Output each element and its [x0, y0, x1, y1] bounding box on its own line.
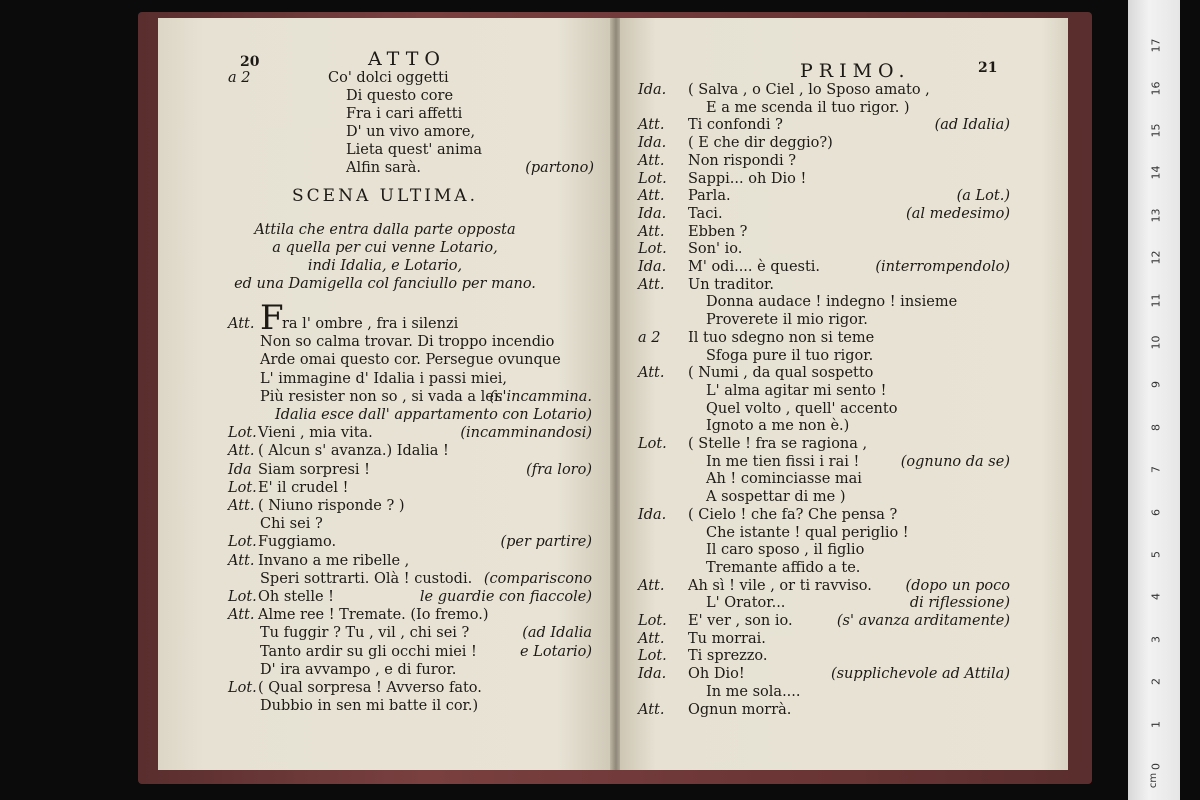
line-text: Ignoto a me non è.)	[706, 418, 850, 435]
stage-direction: (ad Idalia)	[934, 117, 1010, 134]
speaker-label: Ida.	[638, 135, 667, 152]
speaker-label: Att.	[638, 276, 665, 293]
speaker-label: a 2	[228, 70, 251, 86]
line-text: D' ira avvampo , e di furor.	[260, 661, 457, 678]
stage-direction: (interrompendolo)	[875, 259, 1010, 275]
stage-direction-line: indi Idalia, e Lotario,	[307, 258, 463, 274]
line-text: Son' io.	[688, 241, 743, 258]
line-text: Chi sei ?	[260, 516, 323, 533]
line-text: Ti sprezzo.	[688, 648, 768, 665]
line-text: ( Salva , o Ciel , lo Sposo amato ,	[688, 82, 930, 98]
stage-direction: Idalia esce dall' appartamento con Lotario)	[275, 407, 592, 423]
speaker-label: Ida.	[638, 205, 667, 222]
speaker-label: Att.	[638, 630, 665, 647]
line-text: Alfin sarà.	[346, 160, 421, 176]
ruler-number: 2	[1149, 678, 1163, 686]
line-text: Ti confondi ?	[688, 117, 783, 134]
speaker-label: Ida.	[638, 506, 667, 523]
running-head: PRIMO.	[800, 60, 911, 82]
line-text: Ah sì ! vile , or ti ravviso.	[688, 577, 872, 594]
stage-direction: (s' avanza arditamente)	[836, 613, 1010, 629]
line-text: Sappi... oh Dio !	[688, 170, 807, 187]
ruler-number: 12	[1149, 250, 1163, 265]
speaker-label: Lot.	[228, 680, 257, 696]
ruler-number: 11	[1149, 293, 1163, 308]
speaker-label: Ida.	[638, 82, 667, 98]
line-text: Tremante affido a te.	[706, 559, 861, 576]
line-text: M' odi.... è questi.	[688, 259, 821, 275]
line-text: Di questo core	[346, 88, 454, 104]
line-text: Dubbio in sen mi batte il cor.)	[260, 698, 479, 715]
line-text: Tu morrai.	[688, 630, 766, 647]
stage-direction-line: Attila che entra dalla parte opposta	[254, 222, 516, 238]
ruler-number: 6	[1149, 508, 1163, 516]
ruler-number: 7	[1149, 466, 1163, 474]
speaker-label: Att.	[228, 443, 255, 460]
speaker-label: Lot.	[228, 589, 257, 605]
line-text: ( Niuno risponde ? )	[258, 498, 405, 514]
stage-direction: (al medesimo)	[906, 205, 1010, 222]
line-text: Taci.	[688, 205, 723, 222]
stage-direction: (s'incammina.	[489, 388, 592, 405]
speaker-label: Att.	[228, 552, 255, 569]
speaker-label: Lot.	[638, 613, 667, 629]
stage-direction: (supplichevole ad Attila)	[830, 666, 1010, 683]
line-text: L' alma agitar mi sento !	[706, 382, 887, 399]
line-text: Il caro sposo , il figlio	[706, 542, 865, 559]
line-text: Il tuo sdegno non si teme	[688, 329, 875, 346]
line-text: Tanto ardir su gli occhi miei !	[260, 643, 477, 660]
stage-direction: di riflessione)	[909, 595, 1010, 612]
ruler-number: 4	[1149, 593, 1163, 601]
line-text: ( E che dir deggio?)	[688, 135, 833, 152]
speaker-label: Att.	[638, 152, 665, 169]
line-text: Tu fuggir ? Tu , vil , chi sei ?	[260, 625, 470, 642]
line-text: Un traditor.	[688, 276, 774, 293]
speaker-label: Att.	[228, 316, 255, 332]
speaker-label: Att.	[638, 701, 665, 718]
line-text: D' un vivo amore,	[346, 124, 476, 140]
speaker-label: Lot.	[638, 241, 667, 258]
speaker-label: Att.	[638, 577, 665, 594]
line-text: E a me scenda il tuo rigor. )	[706, 99, 910, 116]
line-text: ( Alcun s' avanza.) Idalia !	[258, 443, 449, 460]
speaker-label: Att.	[228, 498, 255, 514]
stage-direction-line: a quella per cui venne Lotario,	[272, 240, 498, 256]
line-text: Non so calma trovar. Di troppo incendio	[260, 334, 555, 351]
speaker-label: Att.	[638, 223, 665, 240]
line-text: ( Cielo ! che fa? Che pensa ?	[688, 506, 898, 523]
ruler-number: 8	[1149, 423, 1163, 431]
ruler-number: 14	[1149, 165, 1163, 180]
drop-cap: F	[260, 298, 284, 338]
ruler-number: 1	[1149, 720, 1163, 728]
line-text: Proverete il mio rigor.	[706, 312, 868, 329]
line-text: Alme ree ! Tremate. (Io fremo.)	[258, 607, 489, 624]
stage-direction: (incamminandosi)	[460, 425, 592, 442]
line-text: Quel volto , quell' accento	[706, 400, 898, 417]
stage-direction: le guardie con fiaccole)	[419, 589, 592, 605]
line-text: ( Qual sorpresa ! Avverso fato.	[258, 680, 482, 696]
ruler-number: 15	[1149, 123, 1163, 138]
speaker-label: Ida.	[638, 666, 667, 683]
line-text: Arde omai questo cor. Persegue ovunque	[260, 352, 561, 369]
page-number: 20	[240, 54, 260, 70]
left-page	[158, 18, 612, 770]
stage-direction: (partono)	[525, 160, 594, 176]
speaker-label: Ida	[228, 461, 252, 478]
scene-title: SCENA ULTIMA.	[292, 186, 478, 206]
speaker-label: Lot.	[228, 425, 257, 442]
line-text: Siam sorpresi !	[258, 461, 370, 478]
speaker-label: Ida.	[638, 259, 667, 275]
line-text: Oh Dio!	[688, 666, 745, 683]
stage-direction: (fra loro)	[526, 461, 592, 478]
line-text: E' il crudel !	[258, 479, 349, 496]
line-text: Parla.	[688, 188, 731, 205]
line-text: Oh stelle !	[258, 589, 334, 605]
line-text: Più resister non so , si vada a lei.	[260, 388, 504, 405]
line-text: Sfoga pure il tuo rigor.	[706, 347, 874, 364]
ruler-number: 13	[1149, 208, 1163, 223]
line-text: In me sola....	[706, 683, 801, 700]
line-text: L' immagine d' Idalia i passi miei,	[260, 370, 508, 387]
speaker-label: Lot.	[228, 479, 257, 496]
measurement-ruler	[1128, 0, 1180, 800]
line-text: ( Numi , da qual sospetto	[688, 365, 874, 382]
line-text: Vieni , mia vita.	[258, 425, 373, 442]
stage-direction: (compariscono	[483, 570, 592, 587]
speaker-label: Lot.	[638, 170, 667, 187]
ruler-number: 9	[1149, 381, 1163, 389]
line-text: In me tien fissi i rai !	[706, 453, 860, 470]
stage-direction: (a Lot.)	[956, 188, 1010, 205]
line-text: ( Stelle ! fra se ragiona ,	[688, 436, 868, 452]
stage-direction: (per partire)	[500, 534, 592, 551]
line-text: Che istante ! qual periglio !	[706, 524, 909, 541]
line-text: Co' dolci oggetti	[328, 70, 449, 86]
line-text: E' ver , son io.	[688, 613, 793, 629]
line-text: Invano a me ribelle ,	[258, 552, 410, 569]
right-page	[620, 18, 1068, 770]
speaker-label: Att.	[638, 117, 665, 134]
line-text: Speri sottrarti. Olà ! custodi.	[260, 570, 473, 587]
line-text: Non rispondi ?	[688, 152, 797, 169]
line-text: Ah ! cominciasse mai	[706, 471, 862, 488]
line-text: Ebben ?	[688, 223, 748, 240]
line-text: Donna audace ! indegno ! insieme	[706, 294, 958, 311]
running-head: ATTO	[368, 48, 446, 70]
speaker-label: Lot.	[638, 436, 667, 452]
page-number: 21	[978, 60, 998, 76]
ruler-number: 5	[1149, 551, 1163, 558]
ruler-number: 17	[1149, 38, 1163, 53]
speaker-label: Lot.	[228, 534, 257, 551]
ruler-unit: cm	[1148, 772, 1160, 789]
speaker-label: Lot.	[638, 648, 667, 665]
stage-direction: (dopo un poco	[905, 577, 1010, 594]
speaker-label: Att.	[638, 188, 665, 205]
stage-direction: (ognuno da se)	[900, 453, 1010, 470]
line-text: Ognun morrà.	[688, 701, 792, 718]
line-text: Lieta quest' anima	[346, 142, 483, 158]
speaker-label: Att.	[638, 365, 665, 382]
stage-direction: e Lotario)	[520, 643, 592, 660]
line-text: A sospettar di me )	[706, 489, 846, 506]
ruler-number: 0	[1149, 763, 1163, 770]
stage-direction: (ad Idalia	[522, 625, 592, 642]
stage-direction-line: ed una Damigella col fanciullo per mano.	[234, 276, 536, 292]
ruler-number: 3	[1149, 635, 1163, 643]
line-text: Fuggiamo.	[258, 534, 337, 551]
ruler-number: 16	[1149, 81, 1163, 96]
speaker-label: a 2	[638, 329, 661, 346]
line-text: L' Orator...	[706, 595, 786, 612]
speaker-label: Att.	[228, 607, 255, 624]
line-text: ra l' ombre , fra i silenzi	[282, 316, 459, 332]
line-text: Fra i cari affetti	[346, 106, 463, 122]
ruler-number: 10	[1149, 335, 1163, 350]
